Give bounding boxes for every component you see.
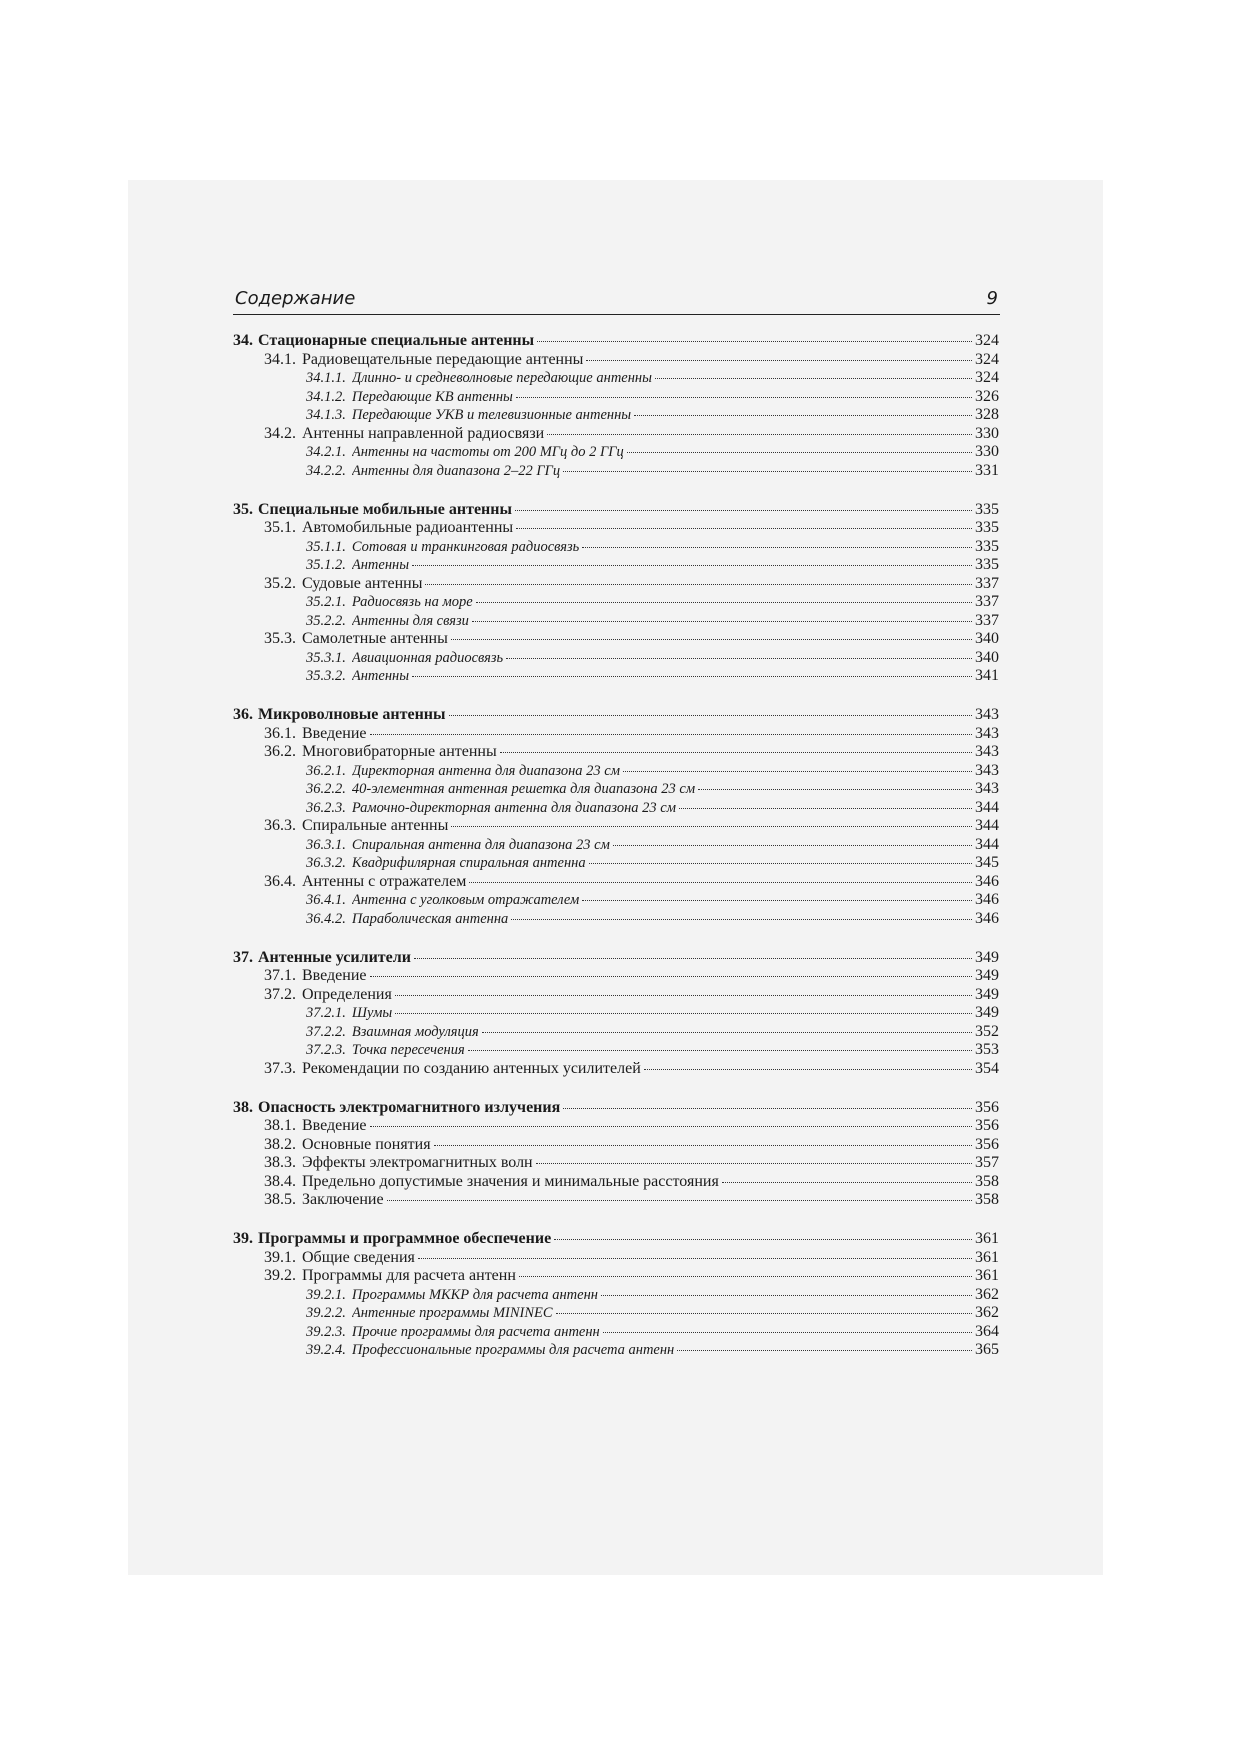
toc-entry-number: 34. [233,332,253,349]
toc-entry-page: 343 [975,724,999,742]
toc-entry-level2 [233,630,999,649]
toc-entry-title: Стационарные специальные антенны [258,332,535,349]
toc-entry-title: Введение [302,724,367,742]
toc-entry-level3 [233,1023,999,1042]
toc-entry-level1 [233,501,999,520]
dot-leader [547,434,972,435]
toc-entry-level2 [233,1267,999,1286]
toc-entry-number: 34.1.2. [306,388,346,405]
toc-entry-level3 [233,1323,999,1342]
toc-entry-level3 [233,910,999,929]
page-header [233,286,1000,315]
toc-entry-page: 349 [975,1004,999,1021]
toc-entry-level3 [233,612,999,631]
toc-entry-page: 356 [975,1135,999,1153]
toc-entry-title: Спиральные антенны [302,817,449,834]
dot-leader [537,341,972,342]
toc-entry-number: 36. [233,706,253,723]
toc-entry-level3 [233,593,999,612]
toc-entry-title: Программы для расчета антенн [302,1267,516,1284]
toc-entry-title: Сотовая и транкинговая радиосвязь [351,538,580,555]
dot-leader [582,547,972,548]
dot-leader [627,452,972,453]
toc-entry-title: Рекомендации по созданию антенных усилителей [302,1059,641,1077]
toc-entry-level1 [233,1099,999,1118]
toc-entry-page: 337 [975,593,999,610]
dot-leader [536,1163,972,1164]
toc-entry-page: 330 [975,443,999,460]
dot-leader [506,658,972,659]
toc-entry-level2 [233,986,999,1005]
toc-entry-page: 324 [975,350,999,368]
toc-entry-page: 346 [975,891,999,908]
dot-leader [623,771,972,772]
toc-entry-page: 349 [975,985,999,1003]
dot-leader [613,845,972,846]
dot-leader [451,826,972,827]
toc-entry-title: Основные понятия [302,1135,431,1153]
toc-entry-page: 354 [975,1059,999,1077]
toc-entry-number: 36.4.1. [306,892,346,908]
toc-entry-number: 36.3. [264,817,296,834]
dot-leader [515,510,972,511]
toc-entry-number: 36.1. [264,724,296,742]
toc-entry-level3 [233,799,999,818]
dot-leader [451,639,972,640]
toc-entry-title: Предельно допустимые значения и минимальные расстояния [302,1172,719,1190]
dot-leader [412,676,972,677]
toc-entry-page: 344 [975,798,999,816]
toc-entry-number: 34.1.1. [306,370,346,386]
toc-entry-level3 [233,780,999,799]
toc-entry-page: 343 [975,761,999,779]
toc-entry-number: 39.2.2. [306,1305,346,1321]
toc-entry-number: 34.1.3. [306,407,346,423]
dot-leader [395,995,972,996]
toc-entry-page: 349 [975,967,999,984]
toc-entry-number: 34.2. [264,424,296,442]
toc-entry-number: 35. [233,500,253,518]
toc-entry-title: Рамочно-директорная антенна для диапазона 23 см [351,799,676,816]
toc-entry-number: 39.1. [264,1248,296,1266]
dot-leader [634,415,972,416]
dot-leader [603,1332,972,1333]
toc-entry-number: 35.1.2. [306,557,346,573]
toc-entry-level2 [233,1191,999,1210]
toc-entry-page: 356 [975,1098,999,1116]
toc-entry-title: Антенны с отражателем [302,872,467,890]
toc-entry-number: 34.1. [264,350,296,368]
toc-entry-title: Введение [302,1117,367,1134]
toc-entry-number: 35.2. [264,574,296,592]
toc-entry-level3 [233,538,999,557]
toc-entry-level2 [233,817,999,836]
toc-entry-number: 35.2.2. [306,612,346,629]
toc-entry-level3 [233,854,999,873]
dot-leader [418,1258,972,1259]
toc-entry-level3 [233,891,999,910]
toc-entry-level2 [233,1173,999,1192]
toc-entry-level2 [233,743,999,762]
toc-entry-page: 358 [975,1172,999,1190]
dot-leader [370,734,973,735]
dot-leader [582,900,972,901]
toc-entry-number: 38.2. [264,1135,296,1153]
dot-leader [677,1350,972,1351]
toc-entry-page: 364 [975,1322,999,1340]
toc-entry-title: Взаимная модуляция [351,1023,479,1040]
toc-entry-level2 [233,1136,999,1155]
toc-entry-title: Параболическая антенна [351,910,509,927]
toc-entry-level1 [233,949,999,968]
toc-entry-level3 [233,667,999,686]
toc-entry-page: 356 [975,1117,999,1134]
toc-entry-page: 335 [975,556,999,573]
toc-entry-number: 39.2.3. [306,1323,346,1340]
dot-leader [589,863,972,864]
toc-entry-level2 [233,1249,999,1268]
toc-entry-page: 335 [975,519,999,536]
toc-entry-page: 328 [975,406,999,423]
toc-entry-level3 [233,1304,999,1323]
toc-entry-page: 343 [975,780,999,797]
toc-entry-title: Радиовещательные передающие антенны [302,350,584,368]
dot-leader [414,958,972,959]
toc-entry-level1 [233,1230,999,1249]
toc-chapter [233,1230,999,1360]
toc-entry-level3 [233,369,999,388]
toc-entry-page: 340 [975,630,999,647]
toc-entry-number: 37.2. [264,985,296,1003]
toc-entry-level3 [233,762,999,781]
dot-leader [370,1126,973,1127]
toc-entry-page: 340 [975,648,999,666]
dot-leader [644,1069,972,1070]
toc-entry-title: Антенны [351,668,410,684]
toc-entry-level2 [233,1060,999,1079]
dot-leader [722,1182,972,1183]
toc-entry-level3 [233,406,999,425]
dot-leader [698,789,972,790]
toc-entry-number: 34.2.1. [306,444,346,460]
toc-entry-level3 [233,462,999,481]
dot-leader [586,360,972,361]
dot-leader [469,882,972,883]
dot-leader [679,808,972,809]
dot-leader [412,565,972,566]
toc-entry-page: 337 [975,611,999,629]
toc-entry-level3 [233,1341,999,1360]
toc-entry-number: 38.3. [264,1154,296,1171]
toc-entry-level2 [233,425,999,444]
toc-chapter [233,706,999,928]
dot-leader [425,584,972,585]
toc-entry-level2 [233,725,999,744]
toc-entry-page: 346 [975,909,999,927]
toc-entry-title: 40-элементная антенная решетка для диапазона 23 см [351,781,696,797]
toc-entry-title: Микроволновые антенны [258,706,446,723]
toc-entry-level3 [233,1286,999,1305]
toc-entry-page: 343 [975,706,999,723]
toc-entry-title: Директорная антенна для диапазона 23 см [351,762,620,779]
toc-entry-page: 345 [975,854,999,871]
toc-entry-number: 37.2.1. [306,1005,346,1021]
toc-entry-number: 36.2.2. [306,781,346,797]
dot-leader [387,1200,972,1201]
toc-entry-title: Антенные программы MININEC [351,1305,553,1321]
toc-entry-page: 362 [975,1304,999,1321]
toc-entry-level3 [233,1004,999,1023]
toc-entry-page: 346 [975,872,999,890]
dot-leader [556,1313,972,1314]
dot-leader [370,976,973,977]
toc-entry-title: Многовибраторные антенны [302,743,497,760]
toc-entry-number: 37.2.2. [306,1023,346,1040]
toc-entry-title: Спиральная антенна для диапазона 23 см [351,836,610,853]
dot-leader [655,378,972,379]
toc-entry-level3 [233,388,999,407]
toc-entry-page: 337 [975,574,999,592]
toc-entry-page: 357 [975,1154,999,1171]
dot-leader [500,752,972,753]
dot-leader [468,1050,972,1051]
toc-entry-page: 326 [975,387,999,405]
toc-entry-title: Опасность электромагнитного излучения [258,1098,561,1116]
toc-entry-number: 39.2.4. [306,1342,346,1358]
dot-leader [434,1145,972,1146]
toc-entry-number: 34.2.2. [306,462,346,479]
dot-leader [516,528,972,529]
toc-entry-level1 [233,706,999,725]
toc-entry-title: Радиосвязь на море [351,594,473,610]
page-number: 9 [986,288,998,309]
dot-leader [563,1108,972,1109]
toc-entry-title: Антенны направленной радиосвязи [302,424,545,442]
toc-entry-title: Введение [302,967,367,984]
toc-entry-level1 [233,332,999,351]
toc-entry-number: 37.2.3. [306,1042,346,1058]
toc-entry-level3 [233,443,999,462]
toc-entry-level2 [233,575,999,594]
toc-chapter [233,501,999,686]
dot-leader [519,1276,972,1277]
toc-entry-title: Передающие УКВ и телевизионные антенны [351,407,632,423]
toc-entry-level2 [233,967,999,986]
toc-entry-title: Определения [302,985,392,1003]
toc-entry-title: Прочие программы для расчета антенн [351,1323,600,1340]
toc-entry-level2 [233,351,999,370]
toc-entry-page: 349 [975,948,999,966]
toc-entry-page: 341 [975,667,999,684]
dot-leader [601,1295,972,1296]
toc-entry-page: 330 [975,424,999,442]
toc-entry-title: Общие сведения [302,1248,415,1266]
toc-entry-number: 35.1.1. [306,538,346,555]
toc-entry-number: 35.3. [264,630,296,647]
toc-entry-page: 365 [975,1341,999,1358]
dot-leader [516,397,972,398]
toc-entry-title: Специальные мобильные антенны [258,500,512,518]
toc-entry-level2 [233,1117,999,1136]
toc-entry-page: 343 [975,743,999,760]
toc-entry-number: 37.1. [264,967,296,984]
toc-entry-number: 36.3.1. [306,836,346,853]
toc-entry-number: 35.2.1. [306,594,346,610]
toc-entry-level3 [233,1041,999,1060]
toc-entry-title: Профессиональные программы для расчета антенн [351,1342,675,1358]
dot-leader [554,1239,972,1240]
toc-entry-number: 36.4.2. [306,910,346,927]
toc-entry-page: 335 [975,537,999,555]
dot-leader [449,715,973,716]
toc-entry-number: 37. [233,948,253,966]
toc-entry-page: 324 [975,332,999,349]
toc-chapter [233,949,999,1079]
dot-leader [511,919,972,920]
dot-leader [563,471,972,472]
toc-entry-number: 38.1. [264,1117,296,1134]
toc-entry-number: 35.1. [264,519,296,536]
toc-entry-page: 358 [975,1191,999,1208]
toc-entry-page: 361 [975,1248,999,1266]
toc-entry-title: Авиационная радиосвязь [351,649,504,666]
toc-entry-title: Судовые антенны [302,574,423,592]
toc-entry-level2 [233,1154,999,1173]
toc-entry-page: 353 [975,1041,999,1058]
toc-entry-level2 [233,519,999,538]
toc-entry-number: 36.4. [264,872,296,890]
table-of-contents [233,332,999,1380]
toc-entry-title: Эффекты электромагнитных волн [302,1154,533,1171]
toc-entry-title: Антенны для диапазона 2–22 ГГц [351,462,561,479]
running-title: Содержание [235,288,356,309]
toc-entry-title: Автомобильные радиоантенны [302,519,514,536]
toc-entry-number: 36.2. [264,743,296,760]
toc-entry-level3 [233,649,999,668]
toc-entry-title: Передающие КВ антенны [351,388,513,405]
dot-leader [395,1013,972,1014]
toc-entry-title: Длинно- и средневолновые передающие антенны [351,370,652,386]
dot-leader [476,602,972,603]
toc-entry-number: 39.2. [264,1267,296,1284]
toc-entry-title: Антенные усилители [258,948,411,966]
toc-entry-number: 35.3.2. [306,668,346,684]
toc-entry-number: 38.4. [264,1172,296,1190]
toc-entry-title: Шумы [351,1005,393,1021]
toc-entry-page: 361 [975,1267,999,1284]
toc-entry-number: 39. [233,1230,253,1247]
toc-entry-number: 36.2.1. [306,762,346,779]
toc-entry-title: Антенны на частоты от 200 МГц до 2 ГГц [351,444,624,460]
toc-entry-page: 331 [975,461,999,479]
toc-entry-title: Точка пересечения [351,1042,465,1058]
toc-entry-page: 361 [975,1230,999,1247]
toc-entry-title: Программы и программное обеспечение [258,1230,552,1247]
toc-entry-title: Заключение [302,1191,384,1208]
toc-entry-title: Самолетные антенны [302,630,448,647]
toc-entry-level3 [233,836,999,855]
toc-entry-page: 324 [975,369,999,386]
toc-entry-number: 39.2.1. [306,1286,346,1303]
toc-entry-number: 38.5. [264,1191,296,1208]
toc-entry-level3 [233,556,999,575]
toc-entry-number: 37.3. [264,1059,296,1077]
toc-entry-number: 36.2.3. [306,799,346,816]
toc-entry-page: 335 [975,500,999,518]
toc-entry-page: 344 [975,835,999,853]
toc-entry-page: 344 [975,817,999,834]
toc-entry-level2 [233,873,999,892]
toc-entry-page: 352 [975,1022,999,1040]
toc-entry-title: Антенны [351,557,410,573]
toc-chapter [233,1099,999,1210]
toc-entry-title: Квадрифилярная спиральная антенна [351,855,586,871]
dot-leader [482,1032,972,1033]
toc-entry-title: Антенны для связи [351,612,469,629]
dot-leader [472,621,972,622]
toc-entry-number: 35.3.1. [306,649,346,666]
toc-entry-number: 38. [233,1098,253,1116]
toc-entry-number: 36.3.2. [306,855,346,871]
toc-chapter [233,332,999,480]
toc-entry-page: 362 [975,1285,999,1303]
toc-entry-title: Программы МККР для расчета антенн [351,1286,598,1303]
toc-entry-title: Антенна с уголковым отражателем [351,892,580,908]
